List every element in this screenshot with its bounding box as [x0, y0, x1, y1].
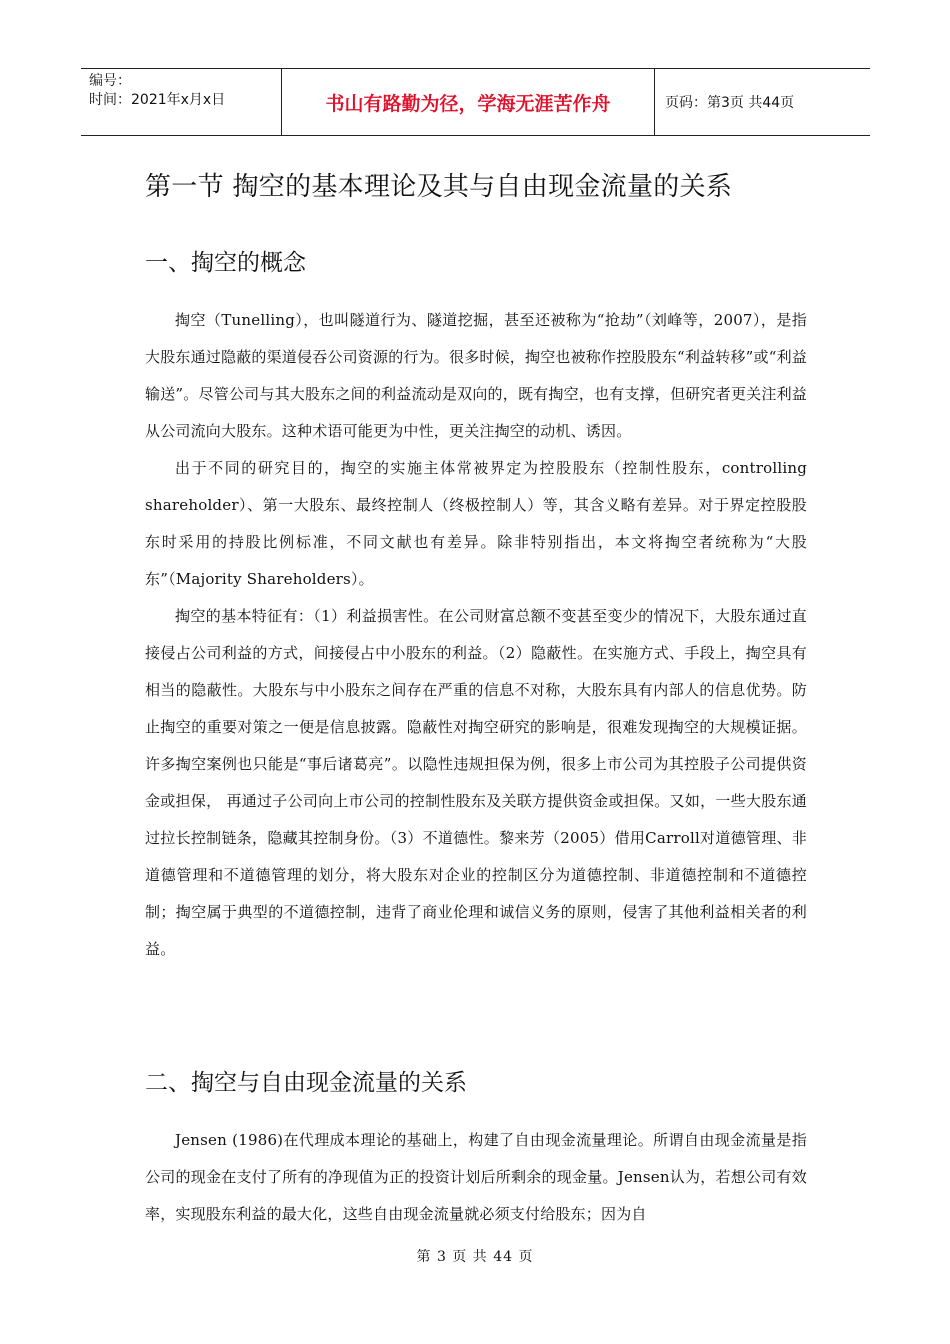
- header-page-code: 页码：第3页 共44页: [665, 95, 795, 111]
- section-1-paragraph-1: 掏空（Tunelling），也叫隧道行为、隧道挖掘，甚至还被称为“抢劫”（刘峰等，2007），是指大股东通过隐蔽的渠道侵吞公司资源的行为。很多时候，掏空也被称作控股股东“利益转移”或“利益输送”。尽管公司与其大股东之间的利益流动是双向的，既有掏空，也有支撑，但研究者更关注利益从公司流向大股东。这种术语可能更为中性，更关注掏空的动机、诱因。: [145, 311, 808, 440]
- section-1-paragraph-2: 出于不同的研究目的，掏空的实施主体常被界定为控股股东（控制性股东，controlling shareholder）、第一大股东、最终控制人（终极控制人）等，其含义略有差异。对于界定控股股东时采用的持股比例标准，不同文献也有差异。除非特别指出，本文将掏空者统称为“大股东”（Majority Shareholders）。: [145, 459, 807, 588]
- page-footer: 第 3 页 共 44 页: [416, 1249, 534, 1265]
- section-2-heading: 二、掏空与自由现金流量的关系: [145, 1070, 467, 1096]
- section-2-paragraph-1: Jensen (1986)在代理成本理论的基础上，构建了自由现金流量理论。所谓自由现金流量是指公司的现金在支付了所有的净现值为正的投资计划后所剩余的现金量。Jensen认为，若想公司有效率，实现股东利益的最大化，这些自由现金流量就必须支付给股东；因为自: [145, 1131, 807, 1223]
- header-motto: 书山有路勤为径，学海无涯苦作舟: [282, 69, 655, 135]
- header-time-label: 时间：2021年x月x日: [89, 92, 226, 108]
- header-meta: [81, 69, 282, 135]
- section-1-body: [145, 302, 807, 968]
- document-header: [81, 68, 870, 136]
- page-title: 第一节 掏空的基本理论及其与自由现金流量的关系: [145, 172, 733, 202]
- section-1-paragraph-3: 掏空的基本特征有：（1）利益损害性。在公司财富总额不变甚至变少的情况下，大股东通过直接侵占公司利益的方式，间接侵占中小股东的利益。（2）隐蔽性。在实施方式、手段上，掏空具有相当的隐蔽性。大股东与中小股东之间存在严重的信息不对称，大股东具有内部人的信息优势。防止掏空的重要对策之一便是信息披露。隐蔽性对掏空研究的影响是，很难发现掏空的大规模证据。许多掏空案例也只能是“事后诸葛亮”。以隐性违规担保为例，很多上市公司为其控股子公司提供资金或担保， 再通过子公司向上市公司的控制性股东及关联方提供资金或担保。又如，一些大股东通过拉长控制链条，隐藏其控制身份。（3）不道德性。黎来芳（2005）借用Carroll对道德管理、非道德管理和不道德管理的划分，将大股东对企业的控制区分为道德控制、非道德控制和不道德控制；掏空属于典型的不道德控制，违背了商业伦理和诚信义务的原则，侵害了其他利益相关者的利益。: [145, 607, 807, 958]
- section-1-heading: 一、掏空的概念: [145, 250, 306, 276]
- section-2-body: [145, 1122, 807, 1250]
- header-number-label: 编号：: [89, 73, 131, 89]
